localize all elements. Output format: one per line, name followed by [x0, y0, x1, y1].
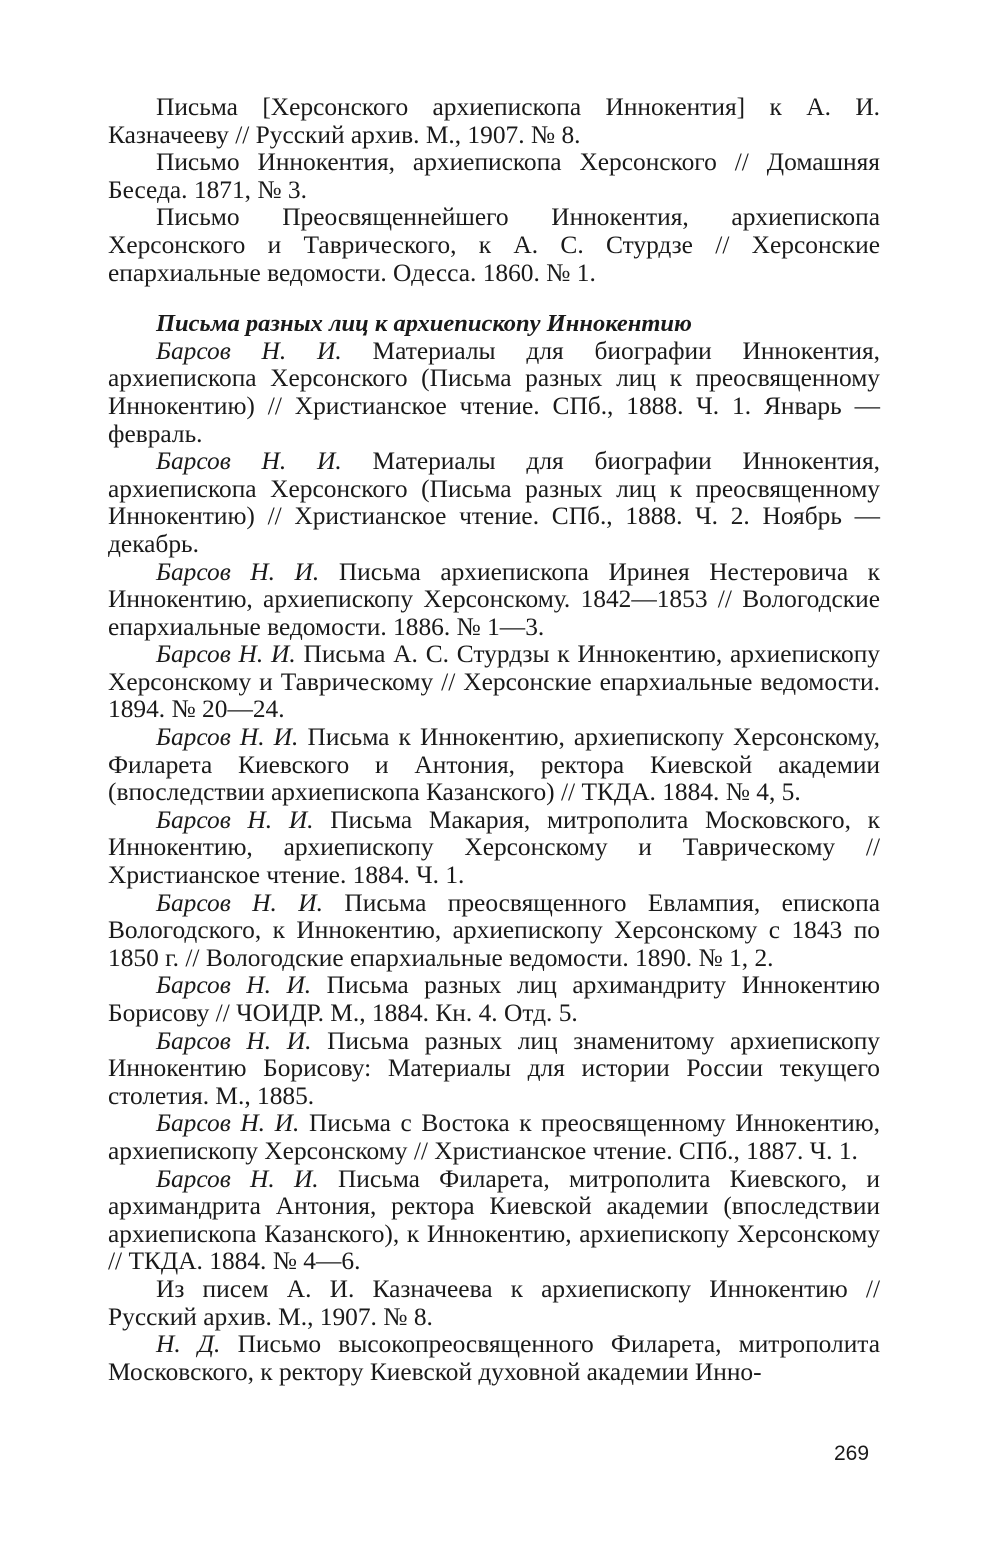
entry-text: Письма с Востока к преосвященному Иннокентию, архиепископу Херсонскому // Христианское чтение. СПб., 1887. Ч. 1.	[108, 1109, 880, 1165]
entry-text: Письма А. С. Стурдзы к Иннокентию, архиепископу Херсонскому и Таврическому // Херсонские епархиальные ведомости. 1894. № 20—24.	[108, 640, 880, 724]
entry-text: Письма архиепископа Иринея Нестеровича к Иннокентию, архиепископу Херсонскому. 1842—1853 // Вологодские епархиальные ведомости. 1886. № 1—3.	[108, 557, 880, 641]
entry-author: Барсов Н. И.	[156, 1109, 300, 1138]
bibliography-entry	[108, 807, 880, 890]
entry-text: Письма разных лиц знаменитому архиепископу Иннокентию Борисову: Материалы для истории России текущего столетия. М., 1885.	[108, 1026, 880, 1110]
entry-author: Барсов Н. И.	[156, 336, 342, 365]
bibliography-entry	[108, 338, 880, 448]
entry-text: Письма [Херсонского архиепископа Иннокентия] к А. И. Казначееву // Русский архив. М., 1907. № 8.	[108, 93, 880, 149]
entry-text: Письма к Иннокентию, архиепископу Херсонскому, Филарета Киевского и Антония, ректора Киевской академии (впоследствии архиепископа Казанского) // ТКДА. 1884. № 4, 5.	[108, 723, 880, 807]
entry-text: Письма разных лиц архимандриту Иннокентию Борисову // ЧОИДР. М., 1884. Кн. 4. Отд. 5.	[108, 971, 880, 1027]
entry-author: Барсов Н. И.	[156, 723, 299, 752]
bibliography-entry	[108, 1166, 880, 1276]
bibliography-entry	[108, 1110, 880, 1165]
entry-text: Письмо высокопреосвященного Филарета, митрополита Московского, к ректору Киевской духовной академии Инно-	[108, 1330, 880, 1386]
section-heading: Письма разных лиц к архиепископу Иннокентию	[156, 310, 692, 338]
entry-author: Барсов Н. И.	[156, 640, 296, 669]
page-number: 269	[834, 1442, 870, 1465]
entry-text: Письма Филарета, митрополита Киевского, и архимандрита Антония, ректора Киевской академии (впоследствии архиепископа Казанского), к Иннокентию, архиепископу Херсонскому // ТКДА. 1884. № 4—6.	[108, 1164, 880, 1276]
entry-text: Письма Макария, митрополита Московского, к Иннокентию, архиепископу Херсонскому и Таврическому // Христианское чтение. 1884. Ч. 1.	[108, 805, 880, 890]
entry-text: Письмо Преосвященнейшего Иннокентия, архиепископа Херсонского и Таврического, к А. С. Стурдзе // Херсонские епархиальные ведомости. Одесса. 1860. № 1.	[108, 203, 880, 287]
entry-author: Барсов Н. И.	[156, 971, 312, 1000]
bibliography-entry	[108, 448, 880, 558]
letters-to-innocent-list	[108, 338, 880, 1387]
bibliography-entry	[108, 1028, 880, 1111]
entry-author: Барсов Н. И.	[156, 888, 323, 917]
bibliography-entry	[108, 1276, 880, 1331]
entry-author: Барсов Н. И.	[156, 557, 320, 586]
bibliography-entry	[108, 972, 880, 1027]
bibliography-entry	[108, 559, 880, 642]
bibliography-entry	[108, 724, 880, 807]
entry-text: Материалы для биографии Иннокентия, архиепископа Херсонского (Письма разных лиц к преосвященному Иннокентию) // Христианское чтение. СПб., 1888. Ч. 1. Январь — февраль.	[108, 336, 880, 448]
entry-author: Барсов Н. И.	[156, 1026, 312, 1055]
entry-author: Барсов Н. И.	[156, 805, 314, 834]
page-body	[108, 94, 880, 1386]
bibliography-entry	[108, 890, 880, 973]
entry-text: Письмо Иннокентия, архиепископа Херсонского // Домашняя Беседа. 1871, № 3.	[108, 148, 880, 204]
entry-text: Письма преосвященного Евлампия, епископа Вологодского, к Иннокентию, архиепископу Херсонскому с 1843 по 1850 г. // Вологодские епархиальные ведомости. 1890. № 1, 2.	[108, 888, 880, 972]
bibliography-entry	[108, 94, 880, 149]
entry-text: Из писем А. И. Казначеева к архиепископу Иннокентию // Русский архив. М., 1907. № 8.	[108, 1274, 880, 1331]
letters-by-innocent-list	[108, 94, 880, 287]
bibliography-entry	[108, 204, 880, 287]
entry-author: Барсов Н. И.	[156, 447, 342, 476]
entry-author: Барсов Н. И.	[156, 1164, 319, 1193]
bibliography-entry	[108, 641, 880, 724]
bibliography-entry	[108, 1331, 880, 1386]
entry-text: Материалы для биографии Иннокентия, архиепископа Херсонского (Письма разных лиц к преосвященному Иннокентию) // Христианское чтение. СПб., 1888. Ч. 2. Ноябрь — декабрь.	[108, 447, 880, 558]
entry-author: Н. Д.	[156, 1330, 221, 1359]
bibliography-entry	[108, 149, 880, 204]
